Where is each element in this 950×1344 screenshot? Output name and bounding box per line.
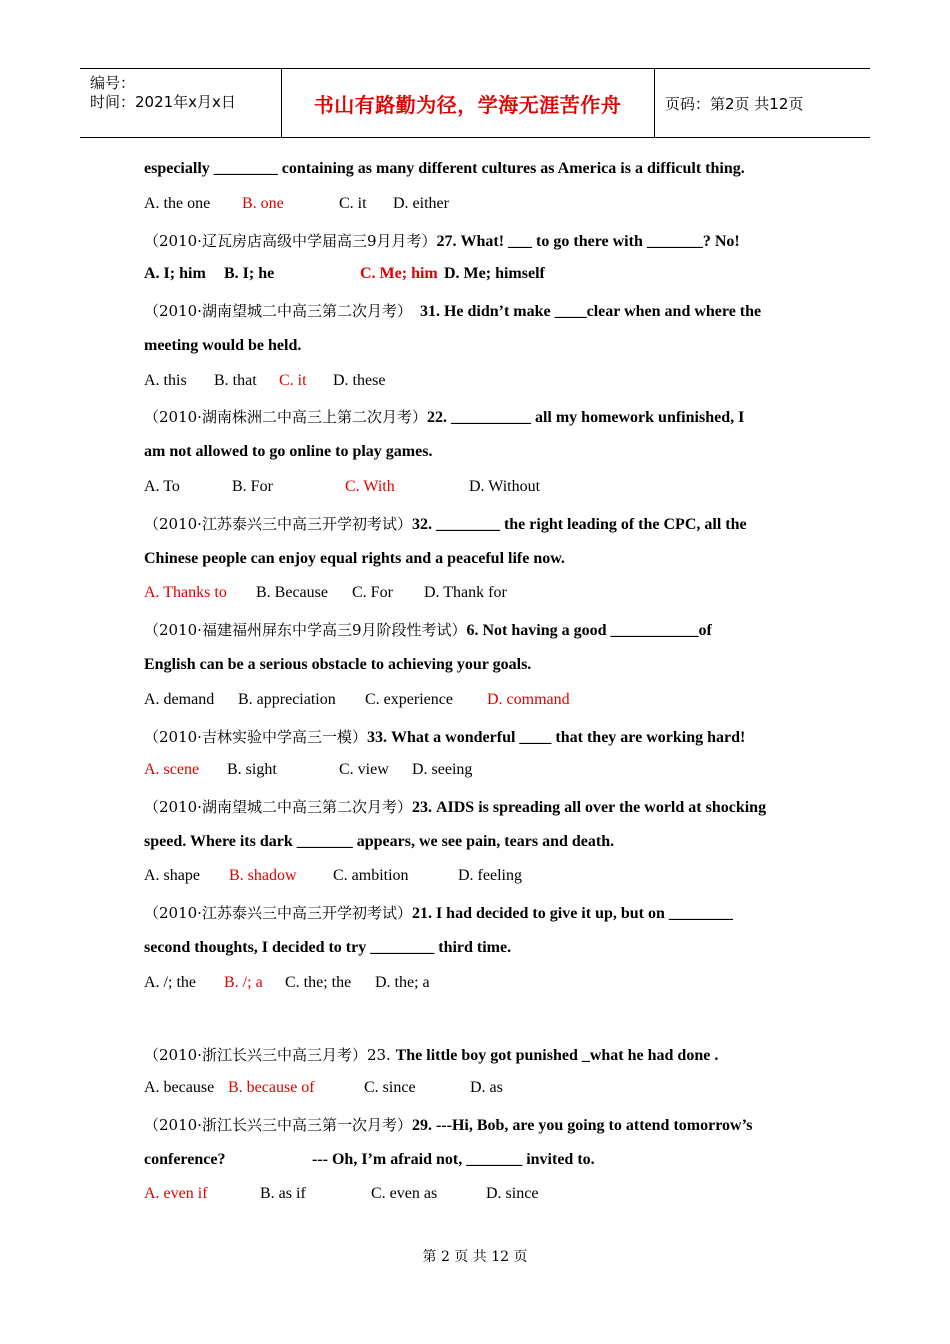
- question-text: conference?: [144, 1151, 226, 1168]
- motto: 书山有路勤为径，学海无涯苦作舟: [313, 92, 622, 117]
- question-text: 21. I had decided to give it up, but on ________: [411, 905, 733, 922]
- option: B. For: [232, 478, 273, 495]
- question-stem: [144, 300, 761, 321]
- question-source: （2010·吉林实验中学高三一模）: [144, 728, 367, 746]
- question-source: （2010·浙江长兴三中高三月考）23.: [144, 1046, 396, 1064]
- header-meta: [80, 69, 282, 137]
- options-row: [144, 691, 808, 711]
- question-source: （2010·湖南株洲二中高三上第二次月考）: [144, 408, 427, 426]
- option: A. shape: [144, 867, 200, 884]
- option: A. because: [144, 1079, 215, 1096]
- option-answer: B. shadow: [229, 867, 297, 884]
- option: A. this: [144, 372, 187, 389]
- options-row: [144, 372, 808, 392]
- option: C. since: [364, 1079, 416, 1096]
- option-answer: A. scene: [144, 761, 200, 778]
- option: A. /; the: [144, 974, 196, 991]
- page-info: 页码：第2页 共12页: [665, 94, 804, 113]
- options-row: [144, 974, 808, 994]
- question-stem: [144, 796, 766, 817]
- option: D. as: [470, 1079, 503, 1096]
- question-text: 32. ________ the right leading of the CPC, all the: [411, 516, 747, 533]
- question-text: 29. ---Hi, Bob, are you going to attend tomorrow’s: [411, 1117, 753, 1134]
- page-footer: 第 2 页 共 12 页: [422, 1249, 528, 1265]
- option: B. I; he: [224, 265, 275, 282]
- option: C. the; the: [285, 974, 352, 991]
- option-answer: C. With: [345, 478, 395, 495]
- options-row: [144, 265, 808, 285]
- question-text: 27. What! ___ to go there with _______? No!: [436, 233, 740, 250]
- question-source: （2010·江苏泰兴三中高三开学初考试）: [144, 904, 412, 922]
- question-stem-cont: meeting would be held.: [144, 337, 302, 354]
- option-answer: B. because of: [228, 1079, 315, 1096]
- question-stem-cont: speed. Where its dark _______ appears, we see pain, tears and death.: [144, 833, 615, 850]
- option-answer: D. command: [487, 691, 570, 708]
- option: D. Thank for: [424, 584, 507, 601]
- option: D. seeing: [412, 761, 473, 778]
- options-row: [144, 584, 808, 604]
- option: C. For: [352, 584, 393, 601]
- question-stem: [144, 406, 744, 427]
- option: D. Without: [469, 478, 541, 495]
- question-source: （2010·辽瓦房店高级中学届高三9月月考）: [144, 232, 437, 250]
- question-stem-cont: second thoughts, I decided to try ________ third time.: [144, 939, 512, 956]
- option-answer: C. Me; him: [360, 265, 438, 282]
- option-answer: A. Thanks to: [144, 584, 227, 601]
- option: C. view: [339, 761, 389, 778]
- option: C. it: [339, 195, 367, 212]
- time-label: 时间：2021年x月x日: [90, 93, 236, 111]
- question-source: （2010·浙江长兴三中高三第一次月考）: [144, 1116, 412, 1134]
- question-text: 23. AIDS is spreading all over the world at shocking: [411, 799, 767, 816]
- question-stem: [144, 1044, 718, 1065]
- question-text: 31. He didn’t make ____clear when and where the: [419, 303, 762, 320]
- question-stem-cont: Chinese people can enjoy equal rights and a peaceful life now.: [144, 550, 565, 567]
- option: D. either: [393, 195, 449, 212]
- option: D. since: [486, 1185, 539, 1202]
- option: C. even as: [371, 1185, 438, 1202]
- option: D. these: [333, 372, 386, 389]
- option: C. ambition: [333, 867, 409, 884]
- question-text: --- Oh, I’m afraid not, _______ invited to.: [312, 1151, 595, 1168]
- number-label: 编号：: [90, 74, 136, 92]
- question-text: 6. Not having a good ___________of: [466, 622, 712, 639]
- question-source: （2010·湖南望城二中高三第二次月考）: [144, 798, 412, 816]
- option: D. Me; himself: [444, 265, 545, 282]
- option: A. the one: [144, 195, 211, 212]
- question-stem: [144, 513, 747, 534]
- options-row: [144, 195, 808, 215]
- options-row: [144, 1185, 808, 1205]
- question-text: The little boy got punished _what he had done .: [395, 1047, 719, 1064]
- options-row: [144, 1079, 808, 1099]
- option-answer: B. /; a: [224, 974, 263, 991]
- question-stem: [144, 902, 733, 923]
- option: A. demand: [144, 691, 215, 708]
- question-stem-cont: [144, 1151, 808, 1171]
- question-stem: [144, 1114, 753, 1135]
- question-text: 22. __________ all my homework unfinished, I: [426, 409, 745, 426]
- option-answer: C. it: [279, 372, 307, 389]
- option: C. experience: [365, 691, 453, 708]
- header-page-cell: [655, 69, 870, 137]
- option: D. the; a: [375, 974, 430, 991]
- question-stem-cont: English can be a serious obstacle to achieving your goals.: [144, 656, 532, 673]
- option: D. feeling: [458, 867, 522, 884]
- header-motto-cell: [281, 69, 655, 137]
- option: B. appreciation: [238, 691, 336, 708]
- options-row: [144, 867, 808, 887]
- question-text: 33. What a wonderful ____ that they are working hard!: [366, 729, 746, 746]
- question-stem: especially ________ containing as many different cultures as America is a difficult thing.: [144, 160, 745, 177]
- option-answer: A. even if: [144, 1185, 208, 1202]
- options-row: [144, 761, 808, 781]
- options-row: [144, 478, 808, 498]
- question-stem: [144, 726, 745, 747]
- option: B. as if: [260, 1185, 306, 1202]
- question-stem: [144, 619, 712, 640]
- option: A. I; him: [144, 265, 206, 282]
- option: B. sight: [227, 761, 277, 778]
- question-source: （2010·湖南望城二中高三第二次月考）: [144, 302, 412, 320]
- question-stem: [144, 230, 740, 251]
- option: B. that: [214, 372, 257, 389]
- question-source: （2010·江苏泰兴三中高三开学初考试）: [144, 515, 412, 533]
- question-stem-cont: am not allowed to go online to play games.: [144, 443, 433, 460]
- option-answer: B. one: [242, 195, 284, 212]
- question-source: （2010·福建福州屏东中学高三9月阶段性考试）: [144, 621, 467, 639]
- option: A. To: [144, 478, 180, 495]
- page-header: [80, 68, 870, 138]
- option: B. Because: [256, 584, 328, 601]
